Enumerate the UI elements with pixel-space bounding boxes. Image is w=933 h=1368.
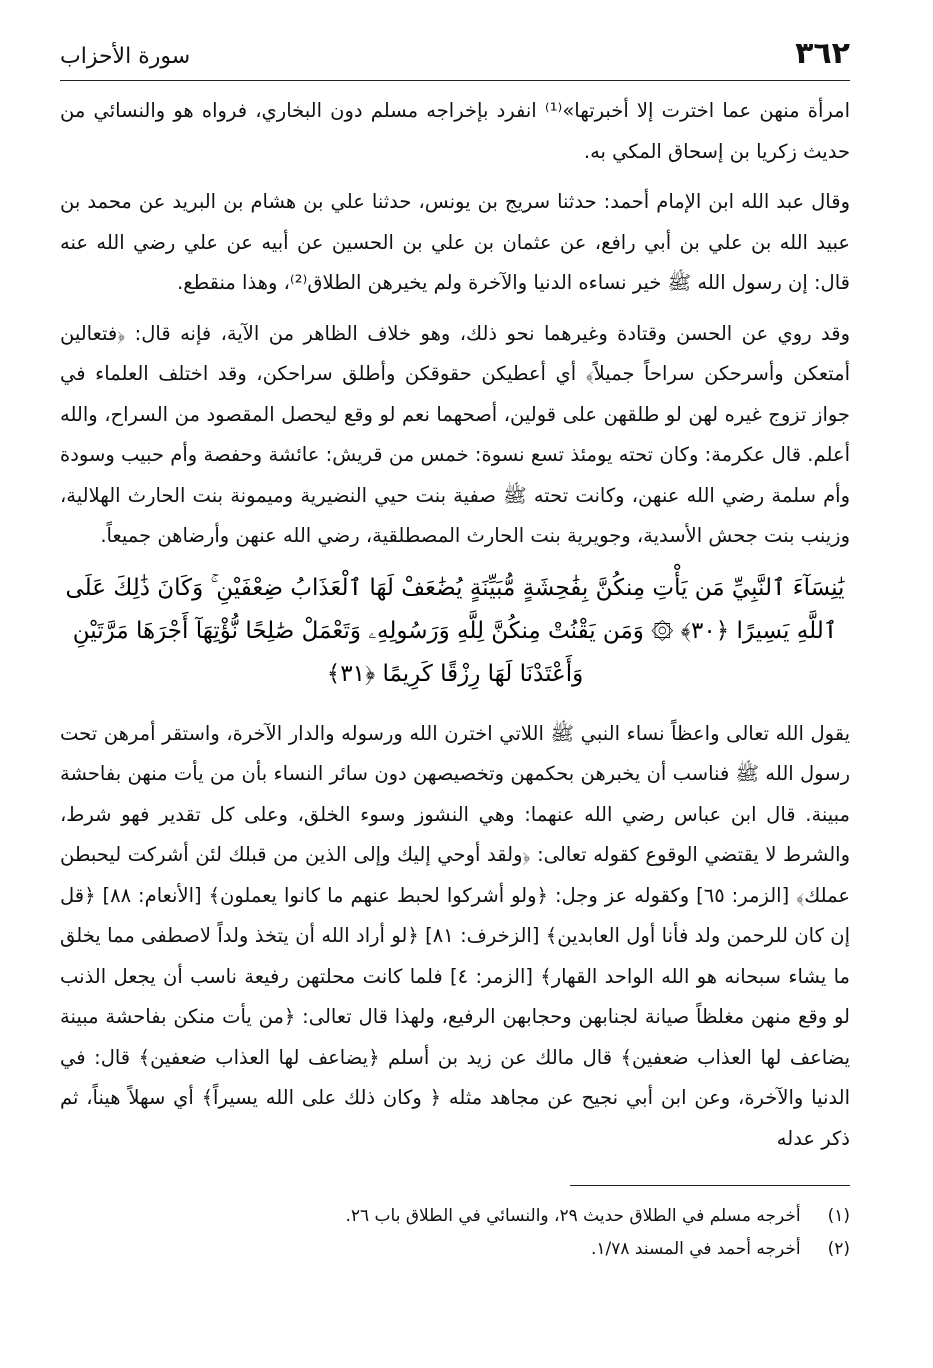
page-header	[60, 30, 850, 81]
footnote-text: أخرجه مسلم في الطلاق حديث ٢٩، والنسائي في الطلاق باب ٢٦.	[345, 1206, 801, 1226]
main-text	[60, 91, 850, 1159]
paragraph: وقد روي عن الحسن وقتادة وغيرهما نحو ذلك، وهو خلاف الظاهر من الآية، فإنه قال: ﴿فتعالين أمتعكن وأسرحكن سراحاً جميلاً﴾ أي أعطيكن حقوقكن وأطلق سراحكن، وقد اختلف العلماء في جواز تزوج غيره لهن لو طلقهن على قولين، أصحهما نعم لو وقع ليحصل المقصود من السراح، والله أعلم. قال عكرمة: وكان تحته يومئذ تسع نسوة: خمس من قريش: عائشة وحفصة وأم حبيب وسودة وأم سلمة رضي الله عنهن، وكانت تحته ﷺ صفية بنت حيي النضيرية وميمونة بنت الحارث الهلالية، وزينب بنت جحش الأسدية، وجويرية بنت الحارث المصطلقية، رضي الله عنهن وأرضاهن جميعاً.	[60, 321, 850, 547]
surah-title: سورة الأحزاب	[60, 44, 191, 69]
paragraph: امرأة منهن عما اخترت إلا أخبرتها»⁽¹⁾ انفرد بإخراجه مسلم دون البخاري، فرواه هو والنسائي من حديث زكريا بن إسحاق المكي به.	[60, 99, 850, 163]
commentary-paragraph: يقول الله تعالى واعظاً نساء النبي ﷺ اللاتي اخترن الله ورسوله والدار الآخرة، واستقر أمرهن تحت رسول الله ﷺ فناسب أن يخبرهن بحكمهن وتخصيصهن دون سائر النساء بأن من يأت منهن بفاحشة مبينة. قال ابن عباس رضي الله عنهما: وهي النشوز وسوء الخلق، وعلى كل تقدير فهو شرط، والشرط لا يقتضي الوقوع كقوله تعالى: ﴿ولقد أوحي إليك وإلى الذين من قبلك لئن أشركت ليحبطن عملك﴾ [الزمر: ٦٥] وكقوله عز وجل: ﴿ولو أشركوا لحبط عنهم ما كانوا يعملون﴾ [الأنعام: ٨٨] ﴿قل إن كان للرحمن ولد فأنا أول العابدين﴾ [الزخرف: ٨١] ﴿لو أراد الله أن يتخذ ولداً لاصطفى مما يخلق ما يشاء سبحانه هو الله الواحد القهار﴾ [الزمر: ٤] فلما كانت محلتهن رفيعة ناسب أن يجعل الذنب لو وقع منهن مغلظاً صيانة لجنابهن وحجابهن الرفيع، ولهذا قال تعالى: ﴿من يأت منكن بفاحشة مبينة يضاعف لها العذاب ضعفين﴾ قال مالك عن زيد بن أسلم ﴿يضاعف لها العذاب ضعفين﴾ قال: في الدنيا والآخرة، وعن ابن أبي نجيح عن مجاهد مثله ﴿ وكان ذلك على الله يسيراً﴾ أي سهلاً هيناً، ثم ذكر عدله	[60, 721, 850, 1150]
footnote-text: أخرجه أحمد في المسند ١/٧٨.	[590, 1239, 801, 1259]
book-page	[60, 30, 850, 1350]
footnote	[60, 1200, 850, 1233]
page-number: ٣٦٢	[795, 36, 850, 71]
footnote-number: (١)	[827, 1206, 850, 1226]
paragraph: وقال عبد الله ابن الإمام أحمد: حدثنا سريج بن يونس، حدثنا علي بن هشام بن البريد عن محمد بن عبيد الله بن علي بن أبي رافع، عن عثمان بن علي بن الحسين عن أبيه عن علي رضي الله عنه قال: إن رسول الله ﷺ خير نساءه الدنيا والآخرة ولم يخيرهن الطلاق⁽²⁾، وهذا منقطع.	[60, 190, 850, 294]
footnote-number: (٢)	[827, 1239, 850, 1259]
footnote-divider	[570, 1185, 850, 1186]
footnote	[60, 1233, 850, 1266]
quran-verse: يَٰنِسَآءَ ٱلنَّبِيِّ مَن يَأْتِ مِنكُنَّ بِفَٰحِشَةٍ مُّبَيِّنَةٍ يُضَٰعَفْ لَهَا ٱلْعَذَابُ ضِعْفَيْنِ ۚ وَكَانَ ذَٰلِكَ عَلَى ٱللَّهِ يَسِيرًا ﴿٣٠﴾ ۞ وَمَن يَقْنُتْ مِنكُنَّ لِلَّهِ وَرَسُولِهِۦ وَتَعْمَلْ صَٰلِحًا نُّؤْتِهَآ أَجْرَهَا مَرَّتَيْنِ وَأَعْتَدْنَا لَهَا رِزْقًا كَرِيمًا ﴿٣١﴾	[65, 574, 845, 687]
footnotes	[60, 1200, 850, 1266]
